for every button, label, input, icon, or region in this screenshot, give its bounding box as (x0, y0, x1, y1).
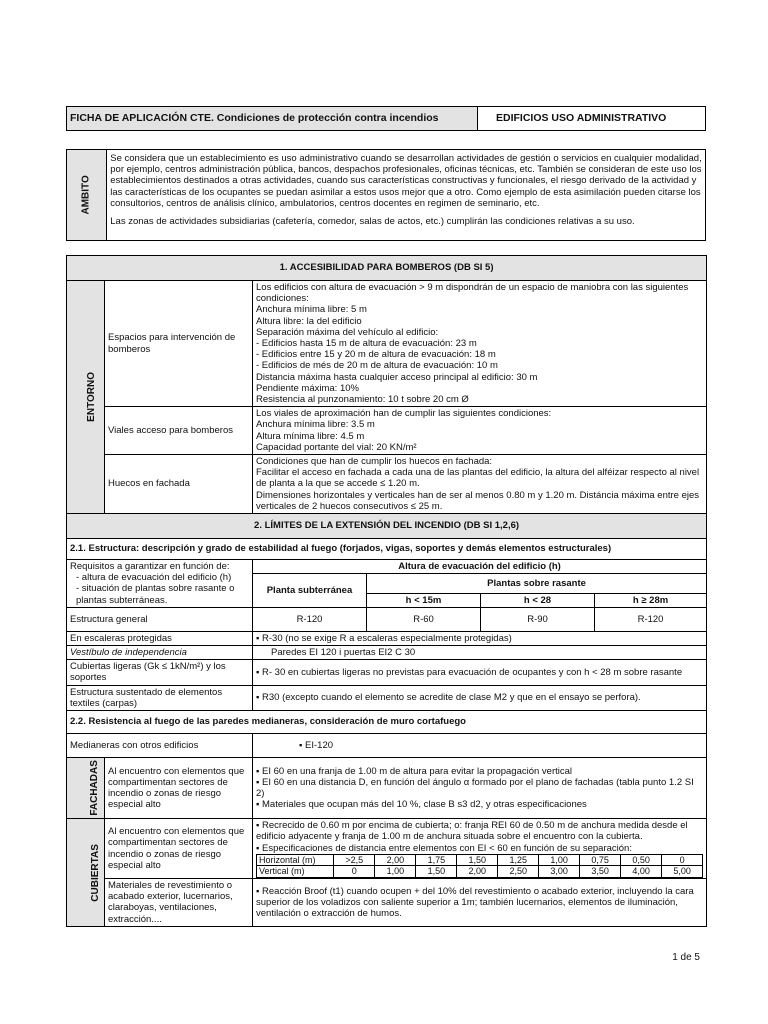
horizontal-value: 1,50 (457, 854, 498, 866)
espacios-line: - Edificios hasta 15 m de altura de evacuación: 23 m (256, 338, 477, 350)
escaleras-text: ▪ R-30 (no se exige R a escaleras especialmente protegidas) (256, 633, 512, 644)
ambito-label-cell (67, 150, 107, 241)
altura-header: Altura de evacuación del edificio (h) (253, 560, 707, 574)
entorno-label-cell (67, 281, 105, 514)
horizontal-value: 2,00 (375, 854, 416, 866)
textiles-text: ▪ R30 (excepto cuando el elemento se acredite de clase M2 y que en el ensayo se perfora). (256, 692, 641, 703)
ambito-label: AMBITO (80, 175, 92, 215)
vestibulo-value: Paredes EI 120 i puertas EI2 C 30 (253, 646, 707, 660)
horizontal-value: 0,75 (580, 854, 621, 866)
huecos-line: Facilitar el acceso en fachada a cada una de las plantas del edificio, la altura del alféizar respecto al nivel de planta a la que se accede ≤ 1.20 m. (256, 467, 700, 490)
fachadas-item: ▪ EI 60 en una franja de 1.00 m de altura para evitar la propagación vertical (256, 766, 703, 777)
cubiertas-ligeras-value (253, 660, 707, 685)
fachadas-content (253, 758, 707, 819)
requisitos-cell (67, 560, 253, 608)
section-2-1-title: 2.1. Estructura: descripción y grado de estabilidad al fuego (forjados, vigas, soportes y demás elementos estructurales) (67, 539, 707, 560)
entorno-label: ENTORNO (86, 372, 98, 422)
espacios-line: - Edificios de més de 20 m de altura de evacuación: 10 m (256, 360, 498, 372)
ambito-table (66, 149, 706, 241)
vertical-value: 3,00 (539, 866, 580, 878)
section-1-title: 1. ACCESIBILIDAD PARA BOMBEROS (DB SI 5) (67, 256, 707, 281)
main-table (66, 255, 707, 927)
col-h-lt-15: h < 15m (367, 593, 481, 607)
estructura-value: R-60 (367, 607, 481, 631)
vertical-value: 2,00 (457, 866, 498, 878)
col-h-lt-28: h < 28 (481, 593, 595, 607)
espacios-line: Los edificios con altura de evacuación > 9 m dispondrán de un espacio de maniobra con las siguientes condiciones: (256, 282, 689, 305)
textiles-value (253, 685, 707, 710)
materiales-item: ▪ Reacción Broof (t1) cuando ocupen + del 10% del revestimiento o acabado exterior, incluyendo la cara superior de los voladizos con saliente superior a 1m; también lucernarios, elementos de iluminación, ventilación o extracción de humos. (256, 886, 703, 920)
vertical-value: 1,50 (416, 866, 457, 878)
horizontal-value: 0 (662, 854, 703, 866)
espacios-content (253, 281, 707, 407)
page-number: 1 de 5 (672, 952, 700, 963)
huecos-content (253, 455, 707, 514)
cubiertas-ligeras-label: Cubiertas ligeras (Gk ≤ 1kN/m²) y los soportes (67, 660, 253, 685)
escaleras-label: En escaleras protegidas (67, 631, 253, 645)
vertical-value: 1,00 (375, 866, 416, 878)
section-2-2-title: 2.2. Resistencia al fuego de las paredes medianeras, consideración de muro cortafuego (67, 711, 707, 734)
cubiertas-ligeras-text: ▪ R- 30 en cubiertas ligeras no previstas para evacuación de ocupantes y con h < 28 m sobre rasante (256, 667, 682, 678)
header-building-type: EDIFICIOS USO ADMINISTRATIVO (478, 107, 705, 130)
estructura-value: R-120 (253, 607, 367, 631)
materiales-label: Materiales de revestimiento o acabado exterior, lucernarios, claraboyas, ventilaciones, extracción.... (105, 878, 253, 926)
espacios-label: Espacios para intervención de bomberos (105, 281, 253, 407)
cubiertas-item: ▪ Especificaciones de distancia entre elementos con EI < 60 en función de su separación: (256, 843, 703, 854)
espacios-line: Distancia máxima hasta cualquier acceso principal al edificio: 30 m (256, 371, 538, 383)
vertical-value: 5,00 (662, 866, 703, 878)
estructura-value: R-90 (481, 607, 595, 631)
textiles-label: Estructura sustentado de elementos textiles (carpas) (67, 685, 253, 710)
espacios-line: - Edificios entre 15 y 20 m de altura de evacuación: 18 m (256, 349, 496, 361)
huecos-label: Huecos en fachada (105, 455, 253, 514)
materiales-content (253, 878, 707, 926)
cubiertas-label-cell (67, 819, 105, 927)
requisitos-item: - situación de plantas sobre rasante o plantas subterráneas. (76, 583, 235, 606)
ambito-paragraph-2: Las zonas de actividades subsidiarias (cafetería, comedor, salas de actos, etc.) cumplirán las condiciones relativas a su uso. (110, 216, 635, 228)
ambito-paragraph-1: Se considera que un establecimiento es uso administrativo cuando se desarrollan actividades de gestión o servicios en cualquier modalidad, por ejemplo, centros administración pública, bancos, despachos profesionales, oficinas técnicas, etc. También se consideran de este uso los establecimientos destinados a otras actividades, cuando sus características constructivas y funcionales, el riesgo derivado de la actividad y las características de los ocupantes se puedan asimilar a estos usos mejor que a otro. Como ejemplo de esta asimilación pueden citarse los consultorios, centros de análisis clínico, ambulatorios, centros docentes en regimen de seminario, etc. (110, 153, 702, 209)
cubiertas-item: ▪ Recrecido de 0.60 m por encima de cubierta; o: franja REI 60 de 0.50 m de anchura medida desde el edificio adyacente y franja de 1.00 m de anchura situada sobre el encuentro con la cubierta. (256, 820, 703, 842)
estructura-general-label: Estructura general (67, 607, 253, 631)
cubiertas-content (253, 819, 707, 879)
medianeras-text: ▪ EI-120 (299, 740, 333, 751)
horizontal-value: 1,75 (416, 854, 457, 866)
medianeras-label: Medianeras con otros edificios (67, 734, 253, 758)
cubiertas-condition: Al encuentro con elementos que compartimentan sectores de incendio o zonas de riesgo especial alto (105, 819, 253, 879)
viales-content (253, 407, 707, 455)
vertical-value: 3,50 (580, 866, 621, 878)
espacios-line: Anchura mínima libre: 5 m (256, 304, 367, 316)
espacios-line: Pendiente máxima: 10% (256, 382, 359, 394)
fachadas-condition: Al encuentro con elementos que compartimentan sectores de incendio o zonas de riesgo especial alto (105, 758, 253, 819)
viales-line: Altura mínima libre: 4.5 m (256, 430, 365, 442)
distance-table (256, 854, 703, 878)
vertical-label: Vertical (m) (257, 866, 334, 878)
document-header (66, 106, 706, 131)
cubiertas-label: CUBIERTAS (89, 843, 101, 902)
vertical-value: 4,00 (621, 866, 662, 878)
horizontal-label: Horizontal (m) (257, 854, 334, 866)
fachadas-label-cell (67, 758, 105, 819)
viales-line: Capacidad portante del vial: 20 KN/m² (256, 441, 417, 453)
espacios-line: Separación máxima del vehículo al edificio: (256, 326, 439, 338)
ambito-content (107, 150, 706, 241)
escaleras-value (253, 631, 707, 645)
fachadas-item: ▪ Materiales que ocupan más del 10 %, clase B s3 d2, y otras especificaciones (256, 799, 703, 810)
vertical-value: 0 (334, 866, 375, 878)
espacios-line: Resistencia al punzonamiento: 10 t sobre 20 cm Ø (256, 394, 469, 406)
vestibulo-label: Vestíbulo de independencia (67, 646, 253, 660)
col-plantas-sobre-rasante: Plantas sobre rasante (367, 574, 707, 593)
header-title: FICHA DE APLICACIÓN CTE. Condiciones de protección contra incendios (67, 107, 478, 130)
huecos-line: Dimensiones horizontales y verticales han de ser al menos 0.80 m y 1.20 m. Distáncia máxima entre ejes verticales de 2 huecos consecutivos ≤ 25 m. (256, 489, 700, 512)
requisitos-item: - altura de evacuación del edificio (h) (76, 572, 232, 584)
horizontal-value: 1,00 (539, 854, 580, 866)
viales-line: Los viales de aproximación han de cumplir las siguientes condiciones: (256, 408, 552, 420)
viales-line: Anchura mínima libre: 3.5 m (256, 419, 375, 431)
col-h-gte-28: h ≥ 28m (595, 593, 707, 607)
horizontal-value: 0,50 (621, 854, 662, 866)
medianeras-value (253, 734, 707, 758)
col-planta-subterranea: Planta subterránea (253, 574, 367, 608)
huecos-line: Condiciones que han de cumplir los huecos en fachada: (256, 456, 493, 468)
fachadas-label: FACHADAS (88, 760, 100, 816)
estructura-value: R-120 (595, 607, 707, 631)
section-2-title: 2. LÍMITES DE LA EXTENSIÓN DEL INCENDIO (DB SI 1,2,6) (67, 514, 707, 539)
viales-label: Viales acceso para bomberos (105, 407, 253, 455)
horizontal-value: 1,25 (498, 854, 539, 866)
requisitos-title: Requisitos a garantizar en función de: (70, 561, 230, 573)
fachadas-item: ▪ EI 60 en una distancia D, en función del ángulo α formado por el plano de fachadas (tabla punto 1.2 SI 2) (256, 777, 703, 799)
horizontal-value: >2,5 (334, 854, 375, 866)
vertical-value: 2,50 (498, 866, 539, 878)
espacios-line: Altura libre: la del edificio (256, 315, 362, 327)
